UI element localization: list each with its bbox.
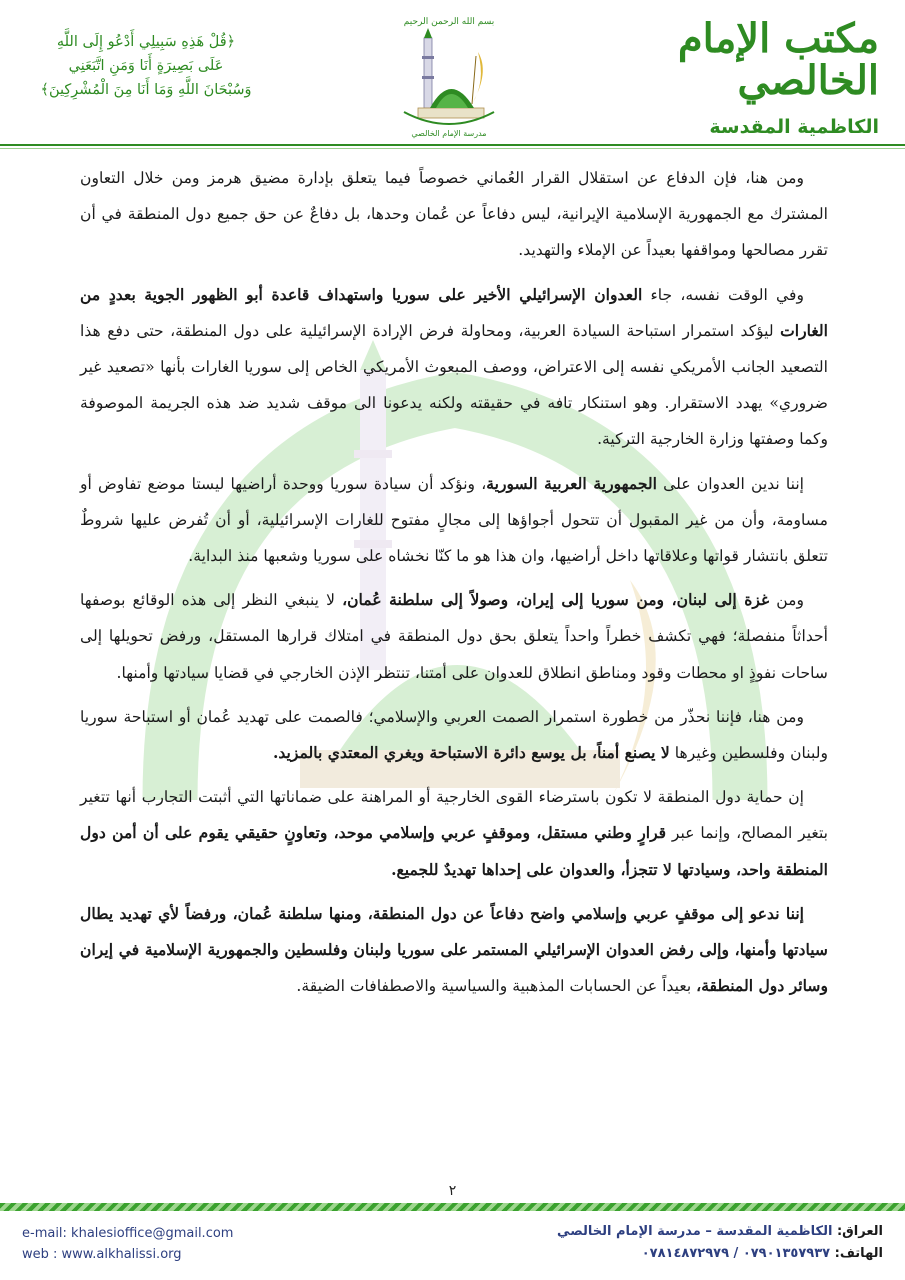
paragraph-text: ، ونؤكد أن سيادة سوريا ووحدة أراضيها ليستا موضع تفاوض أو مساومة، وأن من غير المقبول أن تتحول أجواؤها إلى مجالٍ مفتوح للغارات الإسرائيلية، أو أن تُفرض عليها شروطٌ تتعلق بانتشار قواتها وعلاقاتها داخل أراضيها، وان هذا هو ما كنّا نخشاه على سوريا وشعبها منذ البداية. [80,474,828,566]
header-divider-thin [0,148,905,149]
paragraph [80,779,828,888]
paragraph-bold: لا يصنع أمناً، بل يوسع دائرة الاستباحة ويغري المعتدي بالمزيد. [272,743,670,763]
letter-footer [0,1203,905,1280]
paragraph-text: لا ينبغي النظر إلى هذه الوقائع بوصفها أحداثاً منفصلة؛ فهي تكشف خطراً واحداً يتعلق بحق دول المنطقة في امتلاك قرارها المستقل، ورفض تحويلها إلى ساحات نفوذٍ او محطات وقود ومناطق انطلاق للعدوان على أمتنا، تنتظر الإذن الخارجي في قضايا سيادتها وأمنها. [80,591,828,682]
paragraph-text: ومن هنا، فإننا نحذّر من خطورة استمرار الصمت العربي والإسلامي؛ فالصمت على تهديد عُمان أو استباحة سوريا ولبنان وفلسطين وغيرها [80,707,828,763]
paragraph-text: بعيداً عن الحسابات المذهبية والسياسية والاصطفافات الضيقة. [296,977,697,996]
verse-line: وَسُبْحَانَ اللَّهِ وَمَا أَنَا مِنَ الْمُشْرِكِينَ﴾ [40,82,252,98]
footer-web: web : www.alkhalissi.org [22,1247,182,1262]
paragraph-text: ومن هنا، فإن الدفاع عن استقلال القرار العُماني خصوصاً فيما يتعلق بإدارة مضيق هرمز ومن خلال التعاون المشترك مع الجمهورية الإسلامية الإيرانية، ليس دفاعاً عن عُمان وحدها، بل دفاعٌ عن حق جميع دول المنطقة في أن تقرر مصالحها ومواقفها بعيداً عن الإملاء والتهديد. [80,169,828,260]
paragraph-bold: إننا ندعو إلى موقفٍ عربي وإسلامي واضح دفاعاً عن دول المنطقة، ومنها سلطنة عُمان، ورفضاً لأي تهديد يطال سيادتها وأمنها، وإلى رفض العدوان الإسرائيلي المستمر على سوريا ولبنان وفلسطين والجمهورية الإسلامية في إيران وسائر دول المنطقة، [80,903,828,996]
footer-phone-line [557,1243,883,1265]
verse-line: عَلَى بَصِيرَةٍ أَنَا وَمَنِ اتَّبَعَنِي [68,58,224,74]
letter-body [80,160,828,1012]
paragraph [80,466,828,575]
page-number: ٢ [448,1183,457,1199]
paragraph-text: ومن [769,591,805,610]
header-divider [0,144,905,146]
mosque-dome-icon [390,12,508,140]
address-label: العراق: [836,1224,883,1239]
footer-address: الكاظمية المقدسة – مدرسة الإمام الخالصي [557,1224,837,1239]
footer-phone: ٠٧٩٠١٣٥٧٩٣٧ / ٠٧٨١٤٨٧٢٩٧٩ [641,1246,835,1261]
logo-basmala: بسم الله الرحمن الرحيم [403,17,495,27]
paragraph-bold: الجمهورية العربية السورية [486,473,658,493]
paragraph [80,582,828,691]
brand-title: مكتب الإمام الخالصي [677,15,879,104]
footer-address-block [557,1221,883,1265]
paragraph-text: ليؤكد استمرار استباحة السيادة العربية، ومحاولة فرض الإرادة الإسرائيلية على دول المنطقة، حتى دفع هذا التصعيد الجانب الأمريكي نفسه إلى الاعتراض، ووصف المبعوث الأمريكي الخاص إلى سوريا الغارات بأنها «تصعيد غير ضروري» يهدد الاستقرار. وهو استنكار تافه في حقيقته ولكنه يدعونا الى موقف شديد ضد هذه الجريمة الموصوفة وكما وصفتها وزارة الخارجية التركية. [80,321,828,449]
quran-verse [30,30,262,102]
phone-label: الهاتف: [834,1246,883,1261]
school-logo [390,12,508,140]
footer-stripe [0,1203,905,1211]
footer-email: e-mail: khalesioffice@gmail.com [22,1226,234,1241]
verse-line: ﴿قُلْ هَذِهِ سَبِيلِي أَدْعُو إِلَى اللَّهِ [56,34,236,50]
logo-caption: مدرسة الإمام الخالصي [411,129,487,138]
paragraph [80,896,828,1005]
paragraph-bold: قرارٍ وطني مستقل، وموقفٍ عربي وإسلامي موحد، وتعاونٍ حقيقي يقوم على أن أمن دول المنطقة واحد، وسيادتها لا تتجزأ، والعدوان على إحداها تهديدٌ للجميع. [80,823,828,879]
paragraph-text: إن حماية دول المنطقة لا تكون باسترضاء القوى الخارجية أو المراهنة على ضماناتها التي أثبتت التجارب أنها تتغير بتغير المصالح، وإنما عبر [80,788,828,843]
brand-subtitle: الكاظمية المقدسة [709,116,879,138]
letterhead [0,0,905,146]
paragraph [80,699,828,771]
footer-address-line [557,1221,883,1243]
footer-contact [22,1223,233,1265]
paragraph [80,160,828,269]
brand-block [649,15,879,138]
paragraph-bold: العدوان الإسرائيلي الأخير على سوريا واستهداف قاعدة أبو الظهور الجوية بعددٍ من الغارات [80,284,828,340]
paragraph-bold: غزة إلى لبنان، ومن سوريا إلى إيران، وصولاً إلى سلطنة عُمان، [342,590,770,610]
paragraph [80,277,828,458]
paragraph-text: وفي الوقت نفسه، جاء [642,285,804,304]
paragraph-text: إننا ندين العدوان على [657,474,805,493]
